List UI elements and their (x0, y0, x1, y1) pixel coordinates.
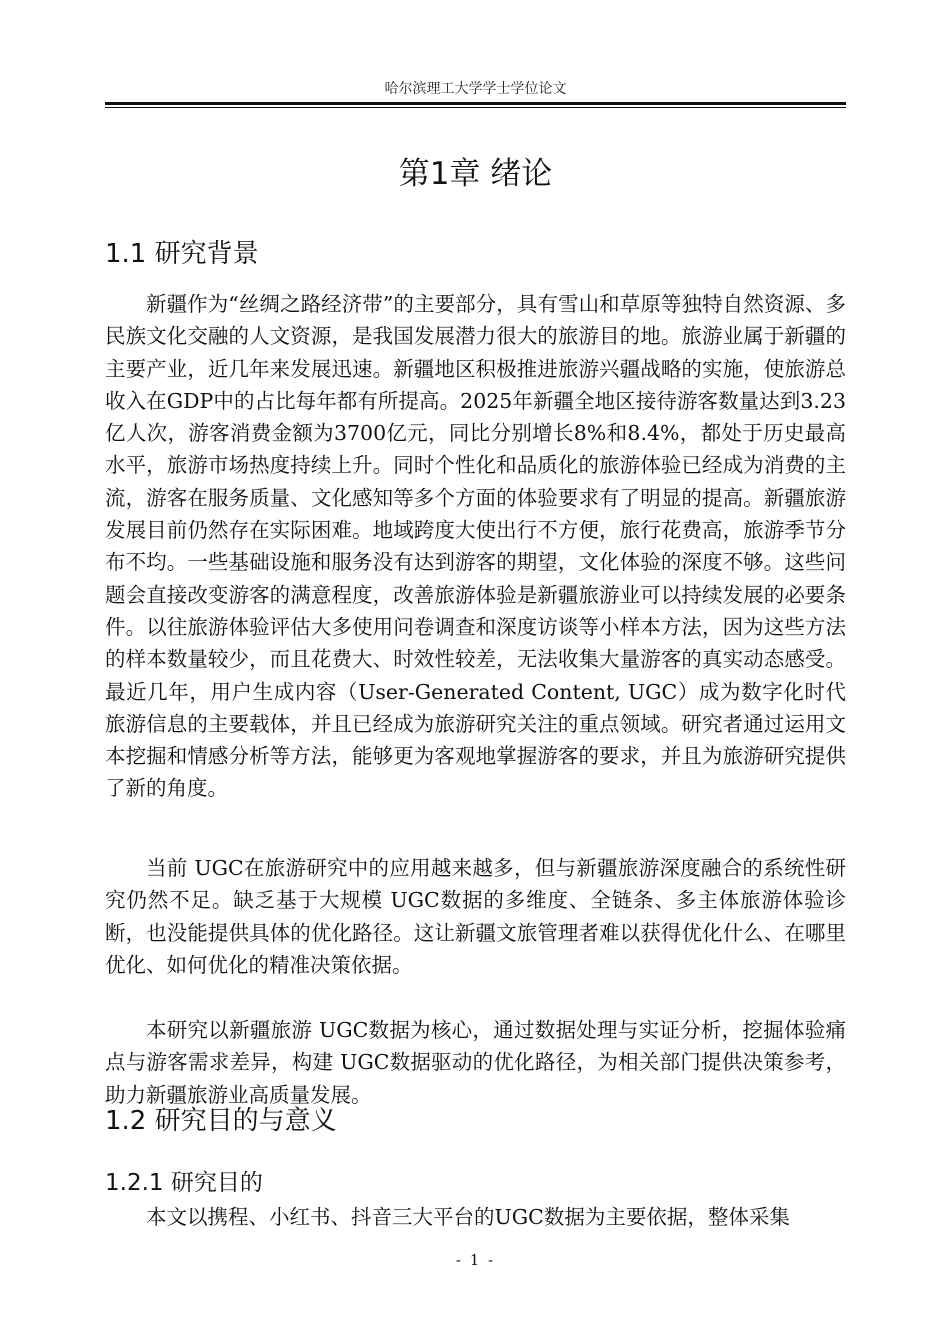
header-rule (105, 102, 846, 105)
body-paragraph-2: 当前 UGC在旅游研究中的应用越来越多，但与新疆旅游深度融合的系统性研究仍然不足。缺乏基于大规模 UGC数据的多维度、全链条、多主体旅游体验诊断，也没能提供具体的优化路径。这让新疆文旅管理者难以获得优化什么、在哪里优化、如何优化的精准决策依据。 (105, 856, 846, 977)
page-number: - 1 - (455, 1251, 496, 1269)
section-heading-1-1: 1.1 研究背景 (105, 239, 259, 269)
chapter-title: 第1章 绪论 (398, 156, 553, 192)
body-paragraph-3: 本研究以新疆旅游 UGC数据为核心，通过数据处理与实证分析，挖掘体验痛点与游客需求差异，构建 UGC数据驱动的优化路径，为相关部门提供决策参考，助力新疆旅游业高质量发展。 (105, 1018, 846, 1107)
running-header: 哈尔滨理工大学学士学位论文 (384, 81, 567, 97)
body-paragraph-4: 本文以携程、小红书、抖音三大平台的UGC数据为主要依据，整体采集 (146, 1205, 790, 1229)
body-paragraph-1: 新疆作为“丝绸之路经济带”的主要部分，具有雪山和草原等独特自然资源、多民族文化交融的人文资源，是我国发展潜力很大的旅游目的地。旅游业属于新疆的主要产业，近几年来发展迅速。新疆地区积极推进旅游兴疆战略的实施，使旅游总收入在GDP中的占比每年都有所提高。2025年新疆全地区接待游客数量达到3.23亿人次，游客消费金额为3700亿元，同比分别增长8%和8.4%，都处于历史最高水平，旅游市场热度持续上升。同时个性化和品质化的旅游体验已经成为消费的主流，游客在服务质量、文化感知等多个方面的体验要求有了明显的提高。新疆旅游发展目前仍然存在实际困难。地域跨度大使出行不方便，旅行花费高，旅游季节分布不均。一些基础设施和服务没有达到游客的期望，文化体验的深度不够。这些问题会直接改变游客的满意程度，改善旅游体验是新疆旅游业可以持续发展的必要条件。以往旅游体验评估大多使用问卷调查和深度访谈等小样本方法，因为这些方法的样本数量较少，而且花费大、时效性较差，无法收集大量游客的真实动态感受。最近几年，用户生成内容（User-Generated Content, UGC）成为数字化时代旅游信息的主要载体，并且已经成为旅游研究关注的重点领域。研究者通过运用文本挖掘和情感分析等方法，能够更为客观地掌握游客的要求，并且为旅游研究提供了新的角度。 (105, 292, 846, 801)
section-heading-1-2: 1.2 研究目的与意义 (105, 1106, 337, 1136)
header-rule-thin (105, 107, 846, 108)
subsection-heading-1-2-1: 1.2.1 研究目的 (105, 1170, 263, 1196)
